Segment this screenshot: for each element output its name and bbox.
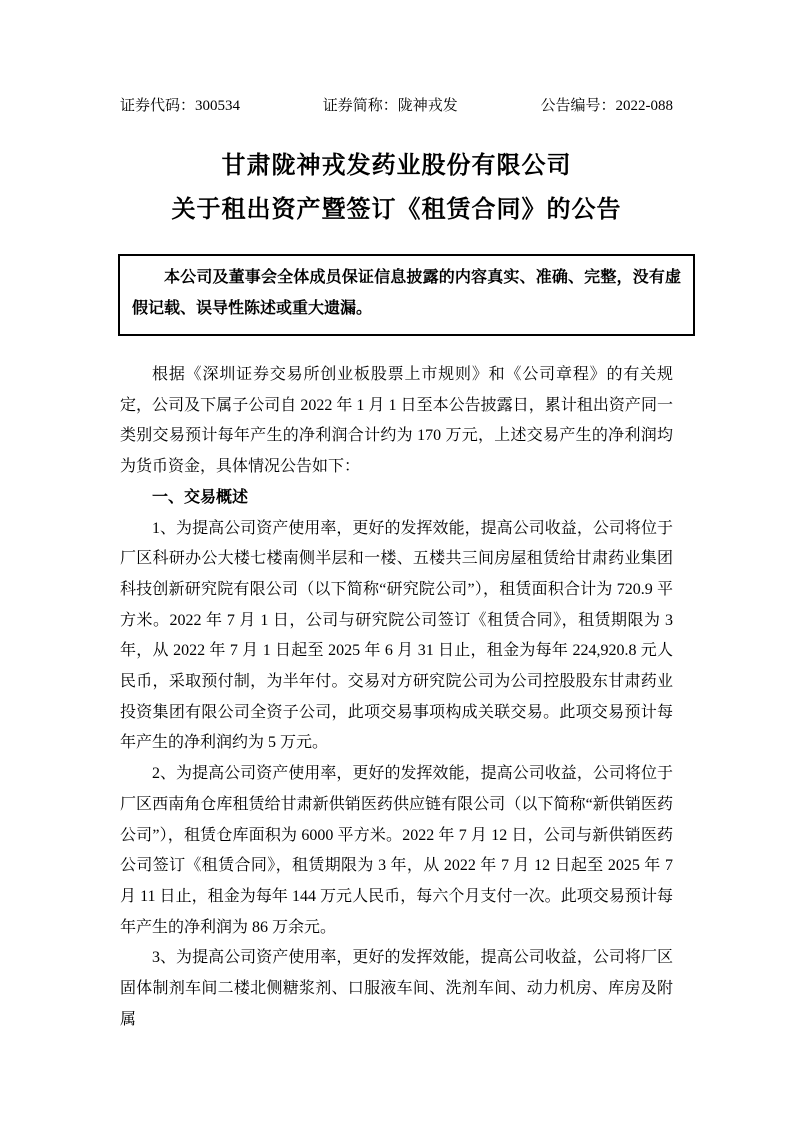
document-header — [120, 96, 673, 116]
disclaimer-text: 本公司及董事会全体成员保证信息披露的内容真实、准确、完整，没有虚假记载、误导性陈述或重大遗漏。 — [132, 269, 681, 317]
transaction-paragraph-2: 2、为提高公司资产使用率，更好的发挥效能，提高公司收益，公司将位于厂区西南角仓库租赁给甘肃新供销医药供应链有限公司（以下简称“新供销医药公司”），租赁仓库面积为 6000 平方米。2022 年 7 月 12 日，公司与新供销医药公司签订《租赁合同》，租赁期限为 3 年，从 2022 年 7 月 12 日起至 2025 年 7 月 11 日止，租金为每年 144 万元人民币，每六个月支付一次。此项交易预计每年产生的净利润为 86 万余元。 — [120, 765, 673, 936]
disclaimer-box — [118, 254, 695, 336]
announcement-title: 关于租出资产暨签订《租赁合同》的公告 — [171, 197, 622, 223]
transaction-paragraph-3: 3、为提高公司资产使用率，更好的发挥效能，提高公司收益，公司将厂区固体制剂车间二楼北侧糖浆剂、口服液车间、洗剂车间、动力机房、库房及附属 — [120, 949, 673, 1028]
stock-name-label: 证券简称：陇神戎发 — [322, 98, 458, 114]
transaction-paragraph-1: 1、为提高公司资产使用率，更好的发挥效能，提高公司收益，公司将位于厂区科研办公大楼七楼南侧半层和一楼、五楼共三间房屋租赁给甘肃药业集团科技创新研究院有限公司（以下简称“研究院公司”），租赁面积合计为 720.9 平方米。2022 年 7 月 1 日，公司与研究院公司签订《租赁合同》，租赁期限为 3 年，从 2022 年 7 月 1 日起至 2025 年 6 月 31 日止，租金为每年 224,920.8 元人民币，采取预付制，为半年付。交易对方研究院公司为公司控股股东甘肃药业投资集团有限公司全资子公司，此项交易事项构成关联交易。此项交易预计每年产生的净利润约为 5 万元。 — [120, 519, 673, 752]
announcement-number-label: 公告编号：2022-088 — [540, 98, 673, 114]
section-heading-transaction-overview: 一、交易概述 — [152, 488, 249, 506]
intro-paragraph: 根据《深圳证券交易所创业板股票上市规则》和《公司章程》的有关规定，公司及下属子公司自 2022 年 1 月 1 日至本公告披露日，累计租出资产同一类别交易预计每年产生的净利润合计约为 170 万元，上述交易产生的净利润均为货币资金，具体情况公告如下： — [120, 366, 673, 476]
stock-code-label: 证券代码：300534 — [120, 98, 241, 114]
company-name-title: 甘肃陇神戎发药业股份有限公司 — [221, 153, 572, 179]
